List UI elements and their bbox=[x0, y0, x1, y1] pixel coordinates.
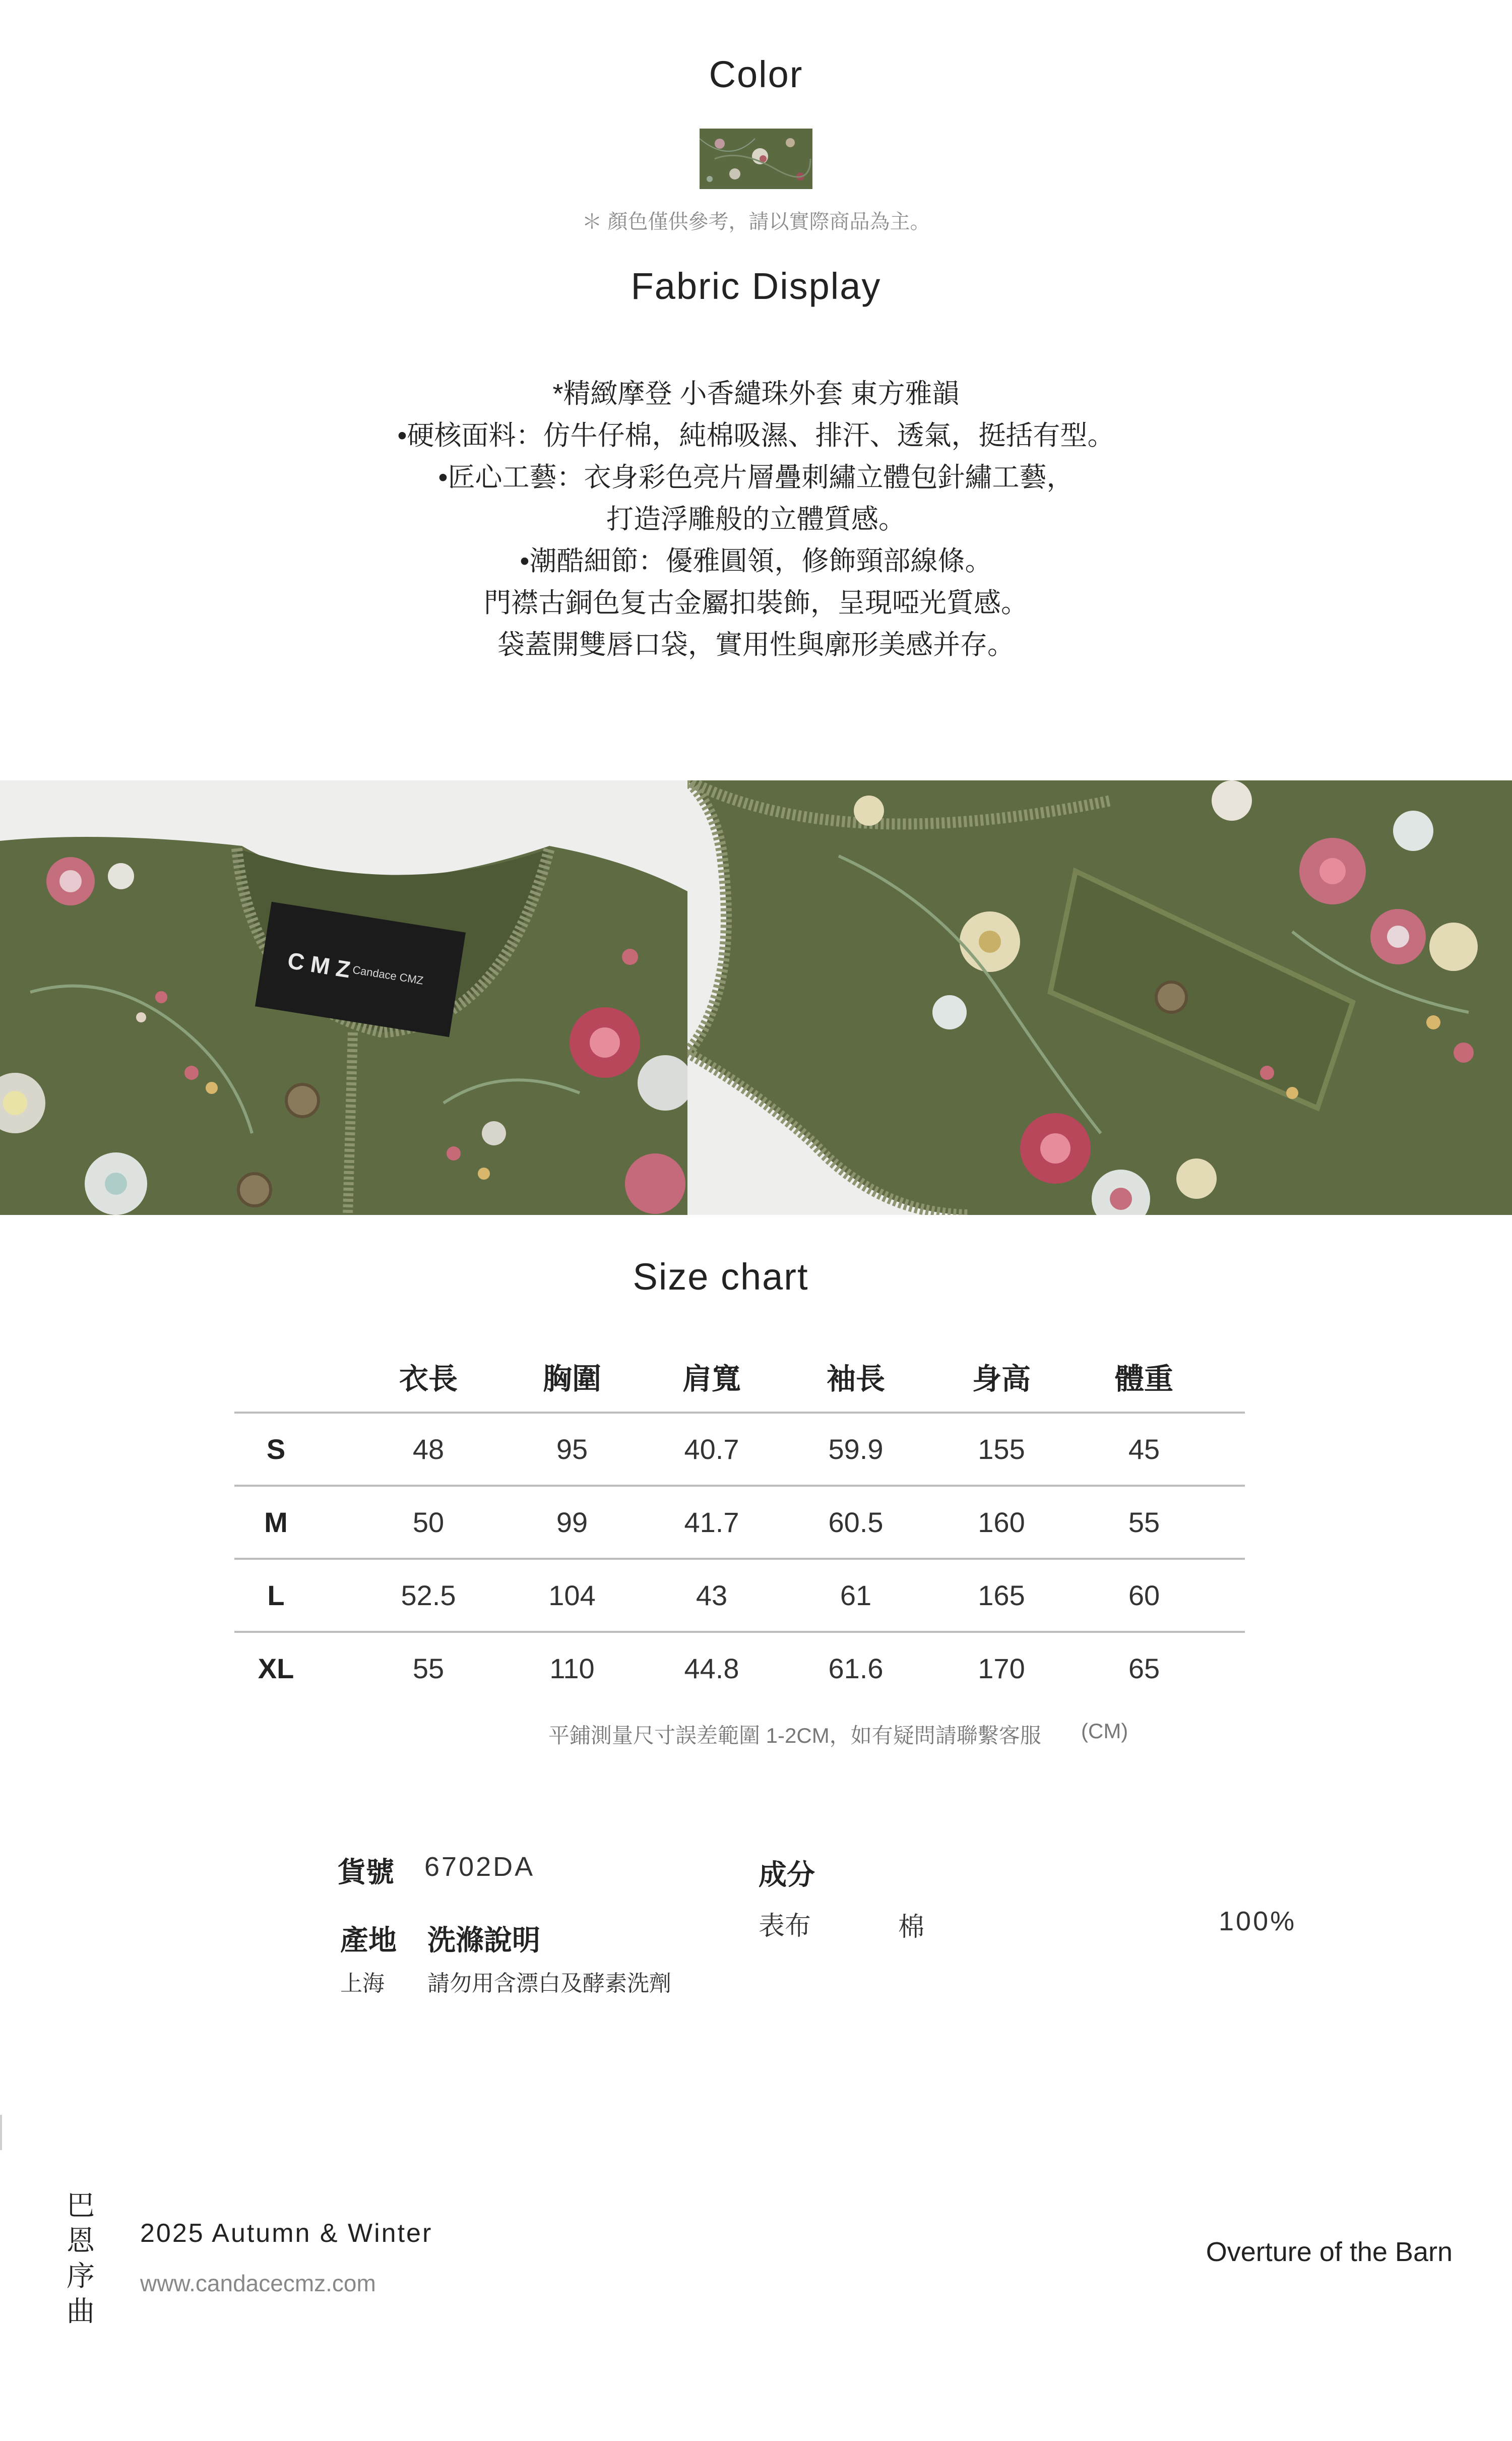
vertical-char: 恩 bbox=[67, 2225, 95, 2256]
description-line: •硬核面料：仿牛仔棉，純棉吸濕、排汗、透氣，挺括有型。 bbox=[397, 420, 1115, 451]
table-row bbox=[234, 1412, 1245, 1485]
cell-height: 170 bbox=[978, 1653, 1025, 1684]
cell-length: 55 bbox=[412, 1653, 445, 1684]
collection-vertical-title bbox=[66, 2188, 96, 2329]
description-line: •匠心工藝：衣身彩色亮片層疊刺繡立體包針繡工藝， bbox=[438, 462, 1074, 493]
embroidery-swatch-image bbox=[700, 129, 812, 189]
size-label: M bbox=[264, 1506, 288, 1538]
cell-length: 48 bbox=[412, 1433, 445, 1465]
vertical-char: 巴 bbox=[67, 2189, 95, 2221]
cell-sleeve: 61.6 bbox=[828, 1653, 884, 1684]
header-shoulder: 肩寬 bbox=[682, 1363, 741, 1395]
origin-label: 產地 bbox=[340, 1924, 397, 1956]
cell-chest: 99 bbox=[556, 1506, 588, 1538]
brand-logo: C M Z bbox=[286, 947, 352, 983]
cell-shoulder: 44.8 bbox=[684, 1653, 739, 1684]
size-label: L bbox=[267, 1579, 285, 1611]
season-text: 2025 Autumn & Winter bbox=[140, 2219, 433, 2248]
cell-length: 50 bbox=[412, 1506, 445, 1538]
header-chest: 胸圍 bbox=[542, 1363, 601, 1395]
cell-weight: 60 bbox=[1128, 1579, 1160, 1611]
sku-value: 6702DA bbox=[424, 1852, 535, 1882]
cell-length: 52.5 bbox=[401, 1579, 456, 1611]
size-label: XL bbox=[258, 1653, 294, 1684]
cell-sleeve: 60.5 bbox=[828, 1506, 884, 1538]
header-length: 衣長 bbox=[399, 1363, 458, 1395]
composition-label: 成分 bbox=[759, 1859, 815, 1890]
sku-label: 貨號 bbox=[338, 1856, 394, 1888]
header-weight: 體重 bbox=[1114, 1363, 1173, 1395]
color-disclaimer: ＊ 顏色僅供參考，請以實際商品為主。 bbox=[582, 211, 930, 233]
material: 棉 bbox=[898, 1913, 925, 1942]
description-line: *精緻摩登 小香繾珠外套 東方雅韻 bbox=[552, 379, 960, 409]
size-chart-title: Size chart bbox=[633, 1256, 809, 1298]
cell-shoulder: 41.7 bbox=[684, 1506, 739, 1538]
vertical-char: 序 bbox=[67, 2260, 95, 2292]
vertical-char: 曲 bbox=[67, 2295, 95, 2327]
pocket-detail-photo bbox=[687, 780, 1512, 1215]
cell-shoulder: 40.7 bbox=[684, 1433, 739, 1465]
cell-weight: 55 bbox=[1128, 1506, 1160, 1538]
header-height: 身高 bbox=[972, 1363, 1031, 1395]
table-row bbox=[234, 1485, 1245, 1558]
collection-name: Overture of the Barn bbox=[1206, 2237, 1453, 2267]
origin-value: 上海 bbox=[340, 1971, 385, 1996]
cell-chest: 95 bbox=[556, 1433, 588, 1465]
care-value: 請勿用含漂白及酵素洗劑 bbox=[427, 1971, 671, 1996]
cell-height: 155 bbox=[978, 1433, 1025, 1465]
brand-label-text: Candace CMZ bbox=[351, 963, 424, 987]
color-title: Color bbox=[709, 53, 803, 95]
cell-shoulder: 43 bbox=[696, 1579, 728, 1611]
website-link[interactable]: www.candacecmz.com bbox=[140, 2270, 376, 2296]
edge-divider bbox=[0, 2115, 2, 2150]
cell-weight: 45 bbox=[1128, 1433, 1160, 1465]
description-line: 打造浮雕般的立體質感。 bbox=[606, 504, 906, 534]
size-label: S bbox=[266, 1433, 286, 1465]
care-label: 洗滌說明 bbox=[427, 1924, 540, 1956]
cell-chest: 110 bbox=[549, 1653, 595, 1684]
cell-sleeve: 61 bbox=[840, 1579, 872, 1611]
description-line: •潮酷細節：優雅圓領，修飾頸部線條。 bbox=[520, 546, 992, 576]
cell-height: 160 bbox=[978, 1506, 1025, 1538]
color-swatch[interactable] bbox=[700, 129, 812, 189]
table-row bbox=[234, 1631, 1245, 1704]
material-percent: 100% bbox=[1219, 1906, 1297, 1936]
cell-height: 165 bbox=[978, 1579, 1025, 1611]
table-row bbox=[234, 1558, 1245, 1631]
size-table bbox=[234, 1341, 1245, 1704]
size-note: 平鋪測量尺寸誤差範圍 1-2CM，如有疑問請聯繫客服 bbox=[548, 1724, 1041, 1747]
fabric-title: Fabric Display bbox=[631, 265, 881, 307]
collar-detail-photo bbox=[0, 780, 687, 1215]
cell-sleeve: 59.9 bbox=[828, 1433, 884, 1465]
fabric-description bbox=[0, 373, 1512, 666]
description-line: 袋蓋開雙唇口袋，實用性與廓形美感并存。 bbox=[497, 630, 1015, 660]
cell-chest: 104 bbox=[548, 1579, 596, 1611]
cell-weight: 65 bbox=[1128, 1653, 1160, 1684]
size-table-header bbox=[234, 1341, 1245, 1412]
fabric-part: 表布 bbox=[759, 1912, 811, 1941]
description-line: 門襟古銅色复古金屬扣裝飾，呈現啞光質感。 bbox=[484, 588, 1028, 618]
header-sleeve: 袖長 bbox=[826, 1363, 885, 1395]
size-unit: (CM) bbox=[1081, 1719, 1128, 1743]
